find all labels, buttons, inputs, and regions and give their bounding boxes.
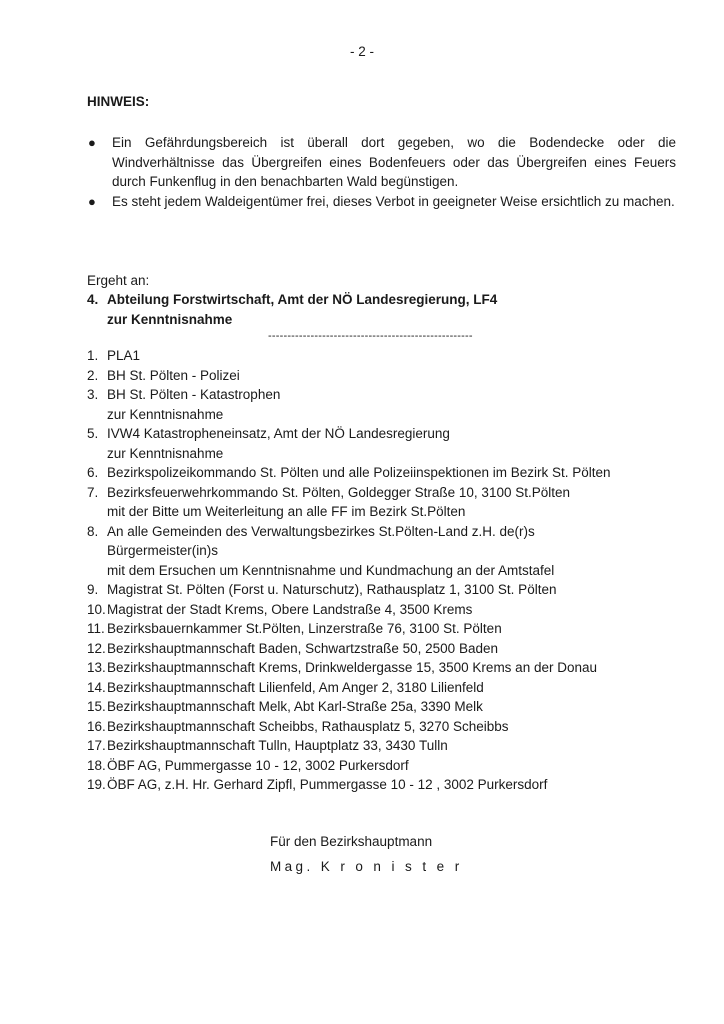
recipient-number: 10. <box>87 601 106 617</box>
recipient-text: IVW4 Katastropheneinsatz, Amt der NÖ Landesregierung <box>107 426 450 441</box>
recipient-list-item <box>87 366 687 386</box>
notice-bullet-list <box>87 133 676 212</box>
recipients-intro: Ergeht an: <box>87 273 150 288</box>
signature-name: Mag. K r o n i s t e r <box>270 859 463 874</box>
recipient-text: Bezirkshauptmannschaft Baden, Schwartzstraße 50, 2500 Baden <box>107 640 498 656</box>
bullet-line: machen. <box>623 194 675 210</box>
recipient-text: Bezirkshauptmannschaft Krems, Drinkweldergasse 15, 3500 Krems an der Donau <box>107 660 597 675</box>
recipient-number: 19. <box>87 777 106 792</box>
recipient-number: 2. <box>87 367 99 383</box>
signature-title: Für den Bezirkshauptmann <box>270 834 433 849</box>
bullet-icon: ● <box>88 194 96 210</box>
recipient-text: Bezirkshauptmannschaft Tulln, Hauptplatz 33, 3430 Tulln <box>107 738 448 753</box>
primary-recipient <box>87 290 497 329</box>
recipient-text: ÖBF AG, z.H. Hr. Gerhard Zipfl, Pummergasse 10 - 12 , 3002 Purkersdorf <box>107 777 548 792</box>
notice-bullet-text <box>112 192 676 212</box>
recipient-list-item <box>87 385 687 405</box>
recipient-list-item <box>87 522 687 542</box>
recipient-number: 15. <box>87 699 106 714</box>
recipient-number: 7. <box>87 484 99 500</box>
page-number: - 2 - <box>349 44 374 59</box>
recipient-text: mit der Bitte um Weiterleitung an alle FF im Bezirk St.Pölten <box>107 504 466 519</box>
divider-line: ----------------------------------------------------- <box>268 330 473 342</box>
recipient-list-item <box>87 580 687 600</box>
recipient-text: ÖBF AG, Pummergasse 10 - 12, 3002 Purkersdorf <box>107 757 409 773</box>
recipient-number: 11. <box>87 621 105 636</box>
recipient-list-item <box>87 756 687 776</box>
recipient-number: 18. <box>87 757 106 773</box>
signature-block <box>270 829 463 879</box>
recipient-number: 6. <box>87 465 99 480</box>
recipient-text: Bezirksbauernkammer St.Pölten, Linzerstraße 76, 3100 St. Pölten <box>107 621 502 636</box>
recipient-text: Magistrat der Stadt Krems, Obere Landstraße 4, 3500 Krems <box>107 601 473 617</box>
recipient-number: 9. <box>87 582 99 597</box>
recipient-number: 8. <box>87 523 99 539</box>
recipient-number: 17. <box>87 738 106 753</box>
primary-recipient-name: Abteilung Forstwirtschaft, Amt der NÖ Landesregierung, LF4 <box>107 292 498 307</box>
primary-recipient-note: zur Kenntnisnahme <box>107 311 233 327</box>
recipient-number <box>87 444 107 464</box>
recipient-list-item <box>87 444 687 464</box>
notice-heading: HINWEIS: <box>87 94 150 109</box>
recipient-list-item <box>87 658 687 678</box>
recipient-number: 3. <box>87 387 99 402</box>
recipient-text: Bezirkshauptmannschaft Melk, Abt Karl-Straße 25a, 3390 Melk <box>107 699 483 714</box>
bullet-icon: ● <box>88 135 96 150</box>
recipient-list-item <box>87 424 687 444</box>
notice-bullet-text <box>112 133 676 192</box>
recipient-list-item <box>87 561 687 581</box>
recipient-list-item <box>87 639 687 659</box>
bullet-line: Ein Gefährdungsbereich ist überall dort gegeben, wo die Bodendecke oder die <box>112 135 676 150</box>
bullet-line: Feuers durch Funkenflug in den benachbarten Wald begünstigen. <box>112 154 676 190</box>
recipient-list-item <box>87 697 687 717</box>
recipient-list-item <box>87 346 687 366</box>
recipient-number: 13. <box>87 660 106 675</box>
recipient-text: Bezirksfeuerwehrkommando St. Pölten, Goldegger Straße 10, 3100 St.Pölten <box>107 484 571 500</box>
recipient-number <box>87 561 107 581</box>
recipient-list-item <box>87 619 687 639</box>
recipient-list-item <box>87 502 687 522</box>
recipient-number: 12. <box>87 640 106 656</box>
recipient-text: An alle Gemeinden des Verwaltungsbezirkes St.Pölten-Land z.H. de(r)s <box>107 523 535 539</box>
recipient-list-item <box>87 463 687 483</box>
bullet-line: Windverhältnisse das Übergreifen eines Bodenfeuers oder das Übergreifen eines <box>112 154 627 170</box>
recipient-text: BH St. Pölten - Polizei <box>107 367 240 383</box>
recipient-list-item <box>87 736 687 756</box>
notice-bullet <box>87 192 676 212</box>
recipient-number: 1. <box>87 348 99 363</box>
recipient-text: zur Kenntnisnahme <box>107 445 224 461</box>
recipient-list-item <box>87 678 687 698</box>
recipient-list-item <box>87 717 687 737</box>
recipient-list-item <box>87 405 687 425</box>
recipient-number <box>87 405 107 425</box>
recipient-text: Bürgermeister(in)s <box>107 543 219 558</box>
primary-recipient-number: 4. <box>87 292 99 307</box>
recipient-text: PLA1 <box>107 348 141 363</box>
recipient-list-item <box>87 541 687 561</box>
recipient-number: 5. <box>87 426 99 441</box>
recipient-text: zur Kenntnisnahme <box>107 406 224 422</box>
recipient-text: Bezirkshauptmannschaft Lilienfeld, Am Anger 2, 3180 Lilienfeld <box>107 679 484 695</box>
notice-bullet <box>87 133 676 192</box>
recipient-list-item <box>87 600 687 620</box>
recipient-text: BH St. Pölten - Katastrophen <box>107 387 281 402</box>
recipient-text: mit dem Ersuchen um Kenntnisnahme und Kundmachung an der Amtstafel <box>107 562 555 578</box>
bullet-line: Es steht jedem Waldeigentümer frei, dieses Verbot in geeigneter Weise ersichtlich zu <box>112 194 620 210</box>
recipient-number: 16. <box>87 718 106 734</box>
recipient-list-item <box>87 775 687 795</box>
recipient-text: Bezirkshauptmannschaft Scheibbs, Rathausplatz 5, 3270 Scheibbs <box>107 718 509 734</box>
recipient-list <box>87 346 687 795</box>
recipient-text: Bezirkspolizeikommando St. Pölten und alle Polizeiinspektionen im Bezirk St. Pölten <box>107 465 611 480</box>
recipient-number <box>87 541 107 561</box>
recipient-text: Magistrat St. Pölten (Forst u. Naturschutz), Rathausplatz 1, 3100 St. Pölten <box>107 582 557 597</box>
recipient-number: 14. <box>87 679 106 695</box>
recipient-number <box>87 502 107 522</box>
recipient-list-item <box>87 483 687 503</box>
